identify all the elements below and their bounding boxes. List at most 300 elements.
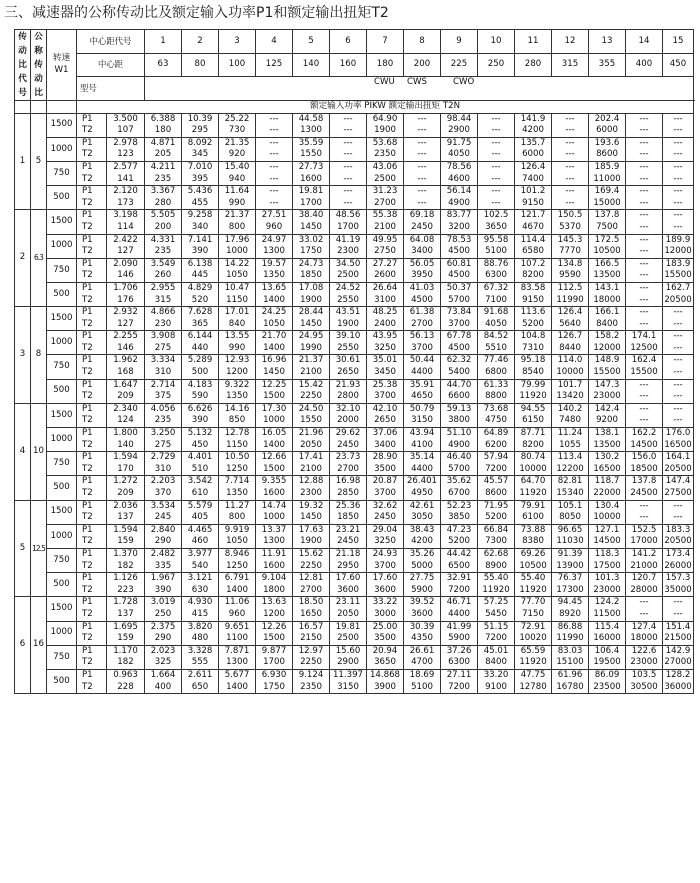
p1-value: 103.5 [626,669,663,681]
p1-label: P1 [77,307,107,319]
t2-value: 2650 [367,415,404,427]
t2-value: 2300 [330,246,367,258]
p1-value: 26.61 [404,645,441,657]
t2-value: 1990 [293,343,330,355]
table-row [15,573,694,585]
t2-value: 5700 [441,464,478,476]
p1-label: P1 [77,669,107,681]
t2-value: --- [663,343,694,355]
t2-value: 2650 [330,367,367,379]
p1-value: 84.52 [478,331,515,343]
p1-value: 13.55 [219,331,256,343]
p1-value: 24.50 [293,403,330,415]
p1-value: 2.714 [145,379,182,391]
t2-value: --- [626,125,663,137]
t2-value: 245 [145,512,182,524]
p1-value: 96.65 [552,524,589,536]
t2-value: 390 [145,585,182,597]
p1-value: 104.8 [515,331,552,343]
p1-value: 101.7 [552,379,589,391]
p1-value: 33.22 [367,597,404,609]
p1-value: 43.51 [330,307,367,319]
p1-value: 83.58 [515,282,552,294]
t2-value: 7310 [515,343,552,355]
p1-value: 61.33 [478,379,515,391]
center-distance-cell: 80 [182,53,219,77]
input-speed: 1000 [47,331,77,355]
t2-value: 3000 [367,609,404,621]
table-row [15,415,694,427]
t2-value: 180 [145,125,182,137]
t2-value: 500 [182,367,219,379]
center-code-cell: 9 [441,30,478,54]
t2-value: 960 [219,609,256,621]
t2-value: 10500 [515,561,552,573]
t2-value: 1450 [293,319,330,331]
t2-label: T2 [77,488,107,500]
t2-value: 1150 [219,295,256,307]
p1-value: 60.81 [441,258,478,270]
t2-value: 1750 [256,682,293,694]
table-row [15,113,694,125]
center-distance-cell: 160 [330,53,367,77]
input-speed: 1000 [47,621,77,645]
p1-value: 39.10 [330,331,367,343]
p1-value: 12.26 [256,621,293,633]
p1-value: 169.4 [589,186,626,198]
p1-value: 158.2 [589,331,626,343]
nominal-ratio: 8 [31,307,47,404]
t2-value: 22000 [589,488,626,500]
t2-value: 390 [182,246,219,258]
t2-value: 2700 [330,464,367,476]
p1-value: 46.71 [441,597,478,609]
p1-value: 1.647 [107,379,145,391]
t2-value: 2700 [404,319,441,331]
model-cwu: CWU [374,77,395,88]
p1-value: 82.81 [552,476,589,488]
table-row [15,379,694,391]
unit-note: 额定输入功率 PIKW 额定输出扭矩 T2N [77,101,694,114]
p1-value: 66.84 [478,524,515,536]
p1-value: --- [404,137,441,149]
p1-value: 35.62 [441,476,478,488]
p1-value: 21.96 [293,428,330,440]
t2-value: --- [330,174,367,186]
t2-value: 6200 [478,440,515,452]
table-row [15,440,694,452]
p1-value: --- [626,161,663,173]
p1-value: 102.5 [478,210,515,222]
center-distance-cell: 100 [219,53,256,77]
t2-value: 1550 [293,149,330,161]
t2-value: 13500 [589,270,626,282]
t2-value: --- [663,391,694,403]
t2-value: 127 [107,246,145,258]
p1-value: 41.19 [330,234,367,246]
p1-value: 124.2 [589,597,626,609]
p1-value: 174.1 [626,331,663,343]
p1-value: 18.69 [404,669,441,681]
p1-value: 0.963 [107,669,145,681]
p1-value: 20.94 [367,645,404,657]
p1-value: 19.57 [256,258,293,270]
t2-value: 18000 [626,633,663,645]
p1-value: 157.3 [663,573,694,585]
t2-value: 3400 [367,440,404,452]
p1-value: 24.97 [256,234,293,246]
center-distance-cell: 315 [552,53,589,77]
t2-value: 124 [107,415,145,427]
t2-value: --- [663,609,694,621]
p1-value: --- [663,161,694,173]
p1-value: 42.61 [404,500,441,512]
t2-value: 850 [219,415,256,427]
t2-value: 20500 [663,536,694,548]
p1-value: 46.40 [441,452,478,464]
p1-value: 2.255 [107,331,145,343]
p1-value: 10.47 [219,282,256,294]
p1-value: 55.40 [515,573,552,585]
t2-value: 2250 [293,561,330,573]
t2-value: 2450 [367,512,404,524]
p1-value: 7.010 [182,161,219,173]
p1-value: 1.695 [107,621,145,633]
p1-value: 1.967 [145,573,182,585]
t2-value: 3500 [367,633,404,645]
p1-value: 67.32 [478,282,515,294]
p1-value: 130.4 [589,500,626,512]
t2-value: 2500 [330,270,367,282]
t2-value: 4950 [404,488,441,500]
t2-value: 6300 [441,657,478,669]
p1-value: 44.70 [441,379,478,391]
p1-value: 3.334 [145,355,182,367]
p1-value: 9.322 [219,379,256,391]
p1-value: 23.21 [330,524,367,536]
p1-value: 3.908 [145,331,182,343]
p1-value: 37.26 [441,645,478,657]
p1-label: P1 [77,428,107,440]
p1-value: 17.63 [293,524,330,536]
p1-value: 94.45 [552,597,589,609]
p1-label: P1 [77,186,107,198]
t2-value: 2550 [330,343,367,355]
p1-value: --- [663,403,694,415]
p1-value: 134.8 [552,258,589,270]
center-code-cell: 11 [515,30,552,54]
table-row [15,343,694,355]
center-code-cell: 10 [478,30,515,54]
nominal-ratio-header: 公称传动比 [31,30,47,101]
t2-value: 3600 [330,585,367,597]
t2-value: --- [552,125,589,137]
p1-value: 12.25 [256,379,293,391]
p1-value: 83.77 [441,210,478,222]
t2-value: 200 [145,222,182,234]
p1-value: 32.62 [367,500,404,512]
p1-value: --- [663,355,694,367]
p1-value: 24.73 [293,258,330,270]
t2-value: 335 [145,561,182,573]
p1-value: --- [552,137,589,149]
t2-value: --- [626,149,663,161]
t2-value: 12000 [663,246,694,258]
p1-value: 183.3 [663,524,694,536]
t2-value: 2450 [330,440,367,452]
p1-value: 56.05 [404,258,441,270]
speed-header: 转速W1 [47,30,77,101]
table-row [15,198,694,210]
p1-value: 4.183 [182,379,219,391]
p1-value: 11.06 [219,597,256,609]
t2-value: --- [330,149,367,161]
p1-value: 17.08 [293,282,330,294]
p1-value: 173.4 [663,548,694,560]
t2-value: 3200 [441,222,478,234]
table-row [15,149,694,161]
t2-value: 5000 [404,561,441,573]
p1-value: 26.401 [404,476,441,488]
input-speed: 1500 [47,113,77,137]
input-speed: 500 [47,282,77,306]
p1-value: --- [478,137,515,149]
model-label: 型号 [77,77,145,101]
t2-value: 127 [107,319,145,331]
p1-value: 183.9 [663,258,694,270]
t2-value: 4400 [404,464,441,476]
p1-value: 64.90 [367,113,404,125]
t2-value: 21000 [626,561,663,573]
t2-value: 2850 [330,488,367,500]
t2-value: 173 [107,198,145,210]
table-row [15,657,694,669]
t2-value: --- [626,415,663,427]
transmission-code: 6 [15,597,31,694]
t2-value: 15000 [589,198,626,210]
t2-value: 5900 [441,633,478,645]
t2-value: 6300 [478,270,515,282]
p1-value: 3.019 [145,597,182,609]
p1-value: 12.81 [293,573,330,585]
t2-value: 14500 [589,536,626,548]
t2-value: 2400 [367,319,404,331]
t2-value: 235 [145,415,182,427]
t2-value: 1300 [256,246,293,258]
p1-value: 50.37 [441,282,478,294]
t2-value: 176 [107,295,145,307]
t2-value: 3600 [404,609,441,621]
p1-value: 57.25 [478,597,515,609]
t2-value: 235 [145,246,182,258]
p1-value: 127.1 [589,524,626,536]
t2-value: 18000 [589,295,626,307]
t2-value: 2800 [330,391,367,403]
table-row [15,246,694,258]
t2-value: 146 [107,270,145,282]
p1-value: 17.96 [219,234,256,246]
t2-value: 170 [107,464,145,476]
p1-value: --- [552,113,589,125]
p1-value: 13.65 [256,282,293,294]
t2-value: 1300 [219,657,256,669]
table-row [15,125,694,137]
center-distance-cell: 450 [663,53,694,77]
unit-note-blank [47,101,77,114]
t2-value: 405 [182,512,219,524]
t2-value: --- [626,270,663,282]
t2-value: 5510 [478,343,515,355]
input-speed: 750 [47,452,77,476]
nominal-ratio: 16 [31,597,47,694]
t2-value: 3850 [441,512,478,524]
t2-label: T2 [77,512,107,524]
t2-value: --- [663,512,694,524]
p1-value: 45.57 [478,476,515,488]
p1-value: 4.331 [145,234,182,246]
t2-value: 370 [145,488,182,500]
t2-value: 10000 [589,512,626,524]
t2-value: 3600 [367,585,404,597]
p1-value: 2.955 [145,282,182,294]
p1-label: P1 [77,548,107,560]
t2-value: 5100 [404,682,441,694]
t2-value: 990 [219,198,256,210]
p1-value: 189.9 [663,234,694,246]
header-row-model [15,77,694,101]
t2-value: 4500 [404,295,441,307]
p1-label: P1 [77,500,107,512]
p1-value: 143.1 [589,282,626,294]
p1-value: 150.5 [552,210,589,222]
t2-value: 310 [145,367,182,379]
t2-value: 1900 [293,536,330,548]
p1-value: 65.59 [515,645,552,657]
p1-value: 78.56 [441,161,478,173]
table-row [15,476,694,488]
t2-value: 1150 [219,440,256,452]
t2-value: --- [256,149,293,161]
t2-value: 21500 [663,633,694,645]
p1-value: --- [256,161,293,173]
p1-value: 113.4 [552,452,589,464]
t2-value: --- [626,198,663,210]
t2-value: 275 [145,343,182,355]
t2-value: 1600 [256,488,293,500]
t2-value: 2750 [367,246,404,258]
p1-value: 29.04 [367,524,404,536]
t2-value: --- [552,198,589,210]
t2-value: 395 [182,174,219,186]
p1-value: 166.1 [589,307,626,319]
t2-value: --- [256,198,293,210]
p1-value: 48.56 [330,210,367,222]
t2-value: 4350 [404,633,441,645]
p1-value: 7.141 [182,234,219,246]
t2-value: 7100 [478,295,515,307]
p1-value: 35.14 [404,452,441,464]
p1-value: 1.664 [145,669,182,681]
center-code-cell: 5 [293,30,330,54]
t2-value: 480 [182,633,219,645]
t2-value: 460 [182,536,219,548]
p1-value: 9.124 [293,669,330,681]
t2-value: 315 [145,295,182,307]
p1-value: 126.7 [552,331,589,343]
t2-value: 990 [219,343,256,355]
t2-value: 1500 [256,464,293,476]
t2-value: --- [626,391,663,403]
t2-value: 3450 [367,367,404,379]
p1-value: --- [404,113,441,125]
p1-value: 137.8 [589,210,626,222]
t2-value: --- [404,198,441,210]
t2-value: 590 [182,391,219,403]
t2-value: 10020 [515,633,552,645]
t2-value: 1300 [293,125,330,137]
t2-value: --- [626,174,663,186]
t2-value: 12500 [626,343,663,355]
t2-value: 3050 [404,512,441,524]
t2-value: 11500 [589,609,626,621]
p1-label: P1 [77,452,107,464]
t2-value: 6800 [478,367,515,379]
center-distance-cell: 63 [145,53,182,77]
input-speed: 1500 [47,210,77,234]
table-row [15,645,694,657]
p1-value: 1.594 [107,452,145,464]
p1-value: 11.27 [219,500,256,512]
p1-value: 30.61 [330,355,367,367]
t2-label: T2 [77,343,107,355]
t2-value: 16780 [552,682,589,694]
p1-value: 21.37 [293,355,330,367]
t2-value: 365 [182,319,219,331]
p1-value: 3.367 [145,186,182,198]
t2-value: 510 [182,464,219,476]
t2-value: 440 [182,343,219,355]
p1-value: 142.4 [589,403,626,415]
t2-value: 445 [182,270,219,282]
t2-value: --- [404,149,441,161]
p1-value: 145.3 [552,234,589,246]
table-row [15,258,694,270]
t2-value: 540 [182,561,219,573]
p1-value: 94.55 [515,403,552,415]
t2-value: 27500 [663,488,694,500]
t2-value: --- [404,174,441,186]
t2-value: 280 [145,198,182,210]
t2-label: T2 [77,295,107,307]
p1-value: 44.58 [293,113,330,125]
t2-value: 4050 [441,149,478,161]
t2-value: 5400 [441,367,478,379]
t2-value: 3150 [404,415,441,427]
p1-label: P1 [77,355,107,367]
t2-value: 4600 [441,174,478,186]
t2-value: 8600 [589,149,626,161]
t2-value: 2050 [330,609,367,621]
p1-value: --- [626,500,663,512]
table-row [15,464,694,476]
t2-value: 1000 [256,415,293,427]
p1-value: 24.52 [330,282,367,294]
t2-value: 4750 [478,415,515,427]
p1-value: 95.18 [515,355,552,367]
t2-value: 9200 [589,415,626,427]
t2-value: 415 [182,609,219,621]
t2-value: 4650 [404,391,441,403]
